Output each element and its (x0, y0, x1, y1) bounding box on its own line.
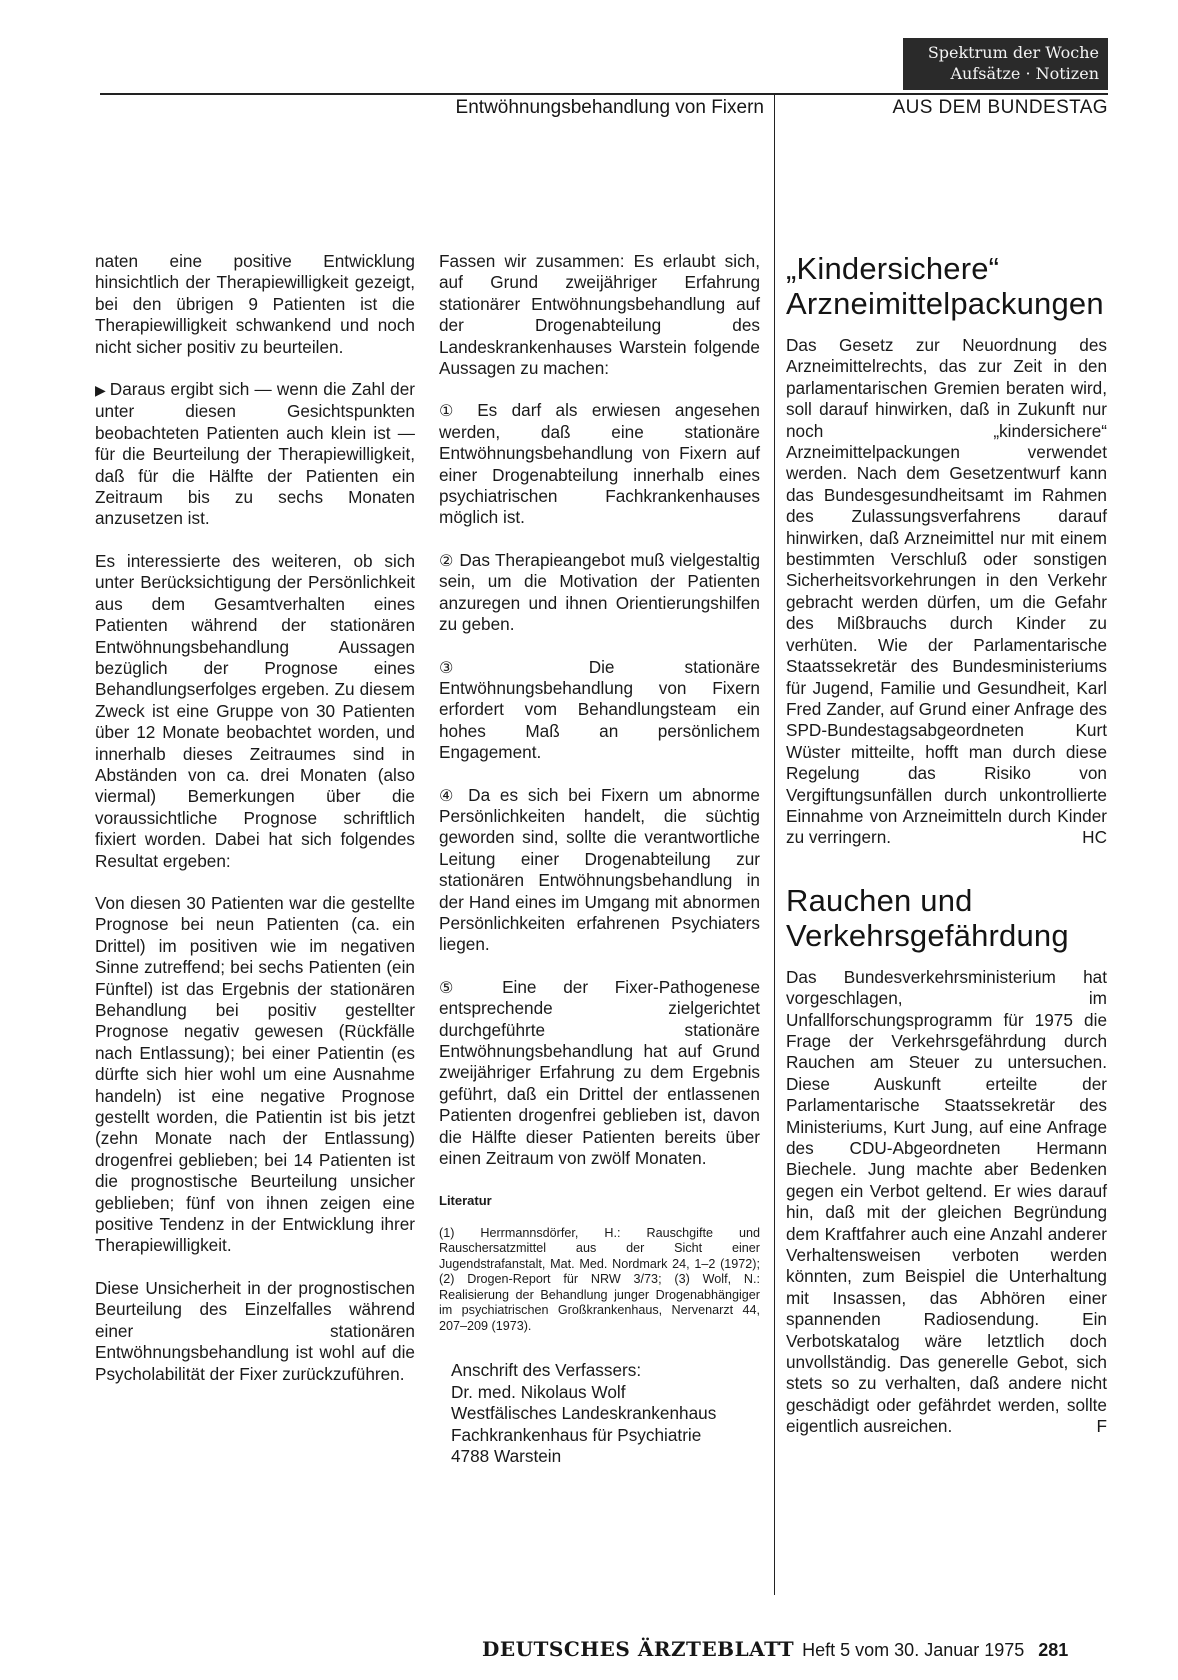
column-3 (786, 251, 1107, 1459)
paragraph: Von diesen 30 Patienten war die gestellte Prognose bei neun Patienten (ca. ein Drittel) im positiven wie im negativen Sinne zutreffend; bei sechs Patienten (ein Fünftel) ist das Ergebnis der stationären Behandlung bei positiv gestellter Prognose negativ gewesen (Rückfälle nach Entlassung); bei einer Patientin (es dürfte sich hier wohl um eine Ausnahme handeln) ist eine negative Prognose gestellt worden, die Patientin ist bis jetzt (zehn Monate nach der Entlassung) drogenfrei geblieben; bei 14 Patienten ist die prognostische Beurteilung unsicher geblieben; fünf von ihnen zeigen eine positive Tendenz in der Entwicklung ihrer Therapiewilligkeit. (95, 892, 415, 1256)
page-number: 281 (1038, 1640, 1069, 1660)
issue-info: Heft 5 vom 30. Januar 1975 (802, 1640, 1025, 1660)
summary-point-3 (439, 657, 760, 764)
address-line: Fachkrankenhaus für Psychiatrie (451, 1424, 702, 1445)
address-line: Anschrift des Verfassers: (451, 1360, 642, 1381)
column-2 (439, 251, 760, 1467)
article-headline: „Kindersichere“ Arzneimittelpackungen (786, 251, 1104, 321)
point-text: Die stationäre Entwöhnungsbehandlung von Fixern erfordert vom Behandlungsteam ein hohes Maß an persönlichem Engagement. (439, 656, 761, 763)
section-badge (903, 38, 1108, 90)
column-1 (95, 251, 415, 1406)
badge-line-2: Aufsätze · Notizen (950, 64, 1099, 83)
literature-references: (1) Herrmannsdörfer, H.: Rauschgifte und Rauschersatzmittel aus der Sicht einer Jugendstrafanstalt, Mat. Med. Nordmark 24, 1–2 (1972); (2) Drogen-Report für NRW 3/73; (3) Wolf, N.: Realisierung der Behandlung junger Drogenabhängiger im psychiatrischen Großkrankenhaus, Nervenarzt 44, 207–209 (1973). (439, 1225, 760, 1333)
circled-number-1: ① (439, 401, 463, 421)
literature-heading: Literatur (439, 1193, 492, 1209)
summary-point-5 (439, 977, 760, 1170)
summary-point-1 (439, 400, 760, 528)
running-header-left: Entwöhnungsbehandlung von Fixern (455, 97, 764, 118)
article-text: Das Bundesverkehrsministerium hat vorgeschlagen, im Unfallforschungsprogramm für 1975 die Frage der Verkehrsgefährdung durch Rauchen am Steuer zu untersuchen. Diese Auskunft erteilte der Parlamentarische Staatssekretär des Ministeriums, Kurt Jung, auf eine Anfrage des CDU-Abgeordneten Hermann Biechele. Jung machte aber Bedenken gegen ein Verbot geltend. Er wies darauf hin, daß mit der gleichen Begründung dem Kraftfahrer auch eine Anzahl anderer Verhaltensweisen verboten werden könnten, zum Beispiel die Unterhaltung mit Insassen, das Abhören einer spannenden Radiosendung. Ein Verbotskatalog wäre letztlich doch unvollständig. Das generelle Gebot, sich stets so zu verhalten, daß andere nicht geschädigt oder gefährdet werden, sollte eigentlich ausreichen. (786, 966, 1107, 1437)
column-divider (774, 95, 775, 1595)
page-footer (482, 1637, 1068, 1661)
point-text: Das Therapieangebot muß vielgestaltig sein, um die Motivation der Patienten anzuregen und ihnen Orientierungshilfen zu geben. (439, 549, 760, 635)
paragraph: naten eine positive Entwicklung hinsichtlich der Therapiewilligkeit gezeigt, bei den übrigen 9 Patienten ist die Therapiewilligkeit schwankend und noch nicht sicher positiv zu beurteilen. (95, 251, 415, 357)
header-rule (100, 93, 1108, 95)
arrow-marker-icon: ▶ (95, 382, 106, 399)
address-line: 4788 Warstein (451, 1445, 562, 1466)
running-header-right: AUS DEM BUNDESTAG (892, 97, 1108, 118)
summary-point-4 (439, 785, 760, 956)
author-signature: HC (1082, 827, 1107, 848)
article-headline: Rauchen und Verkehrsgefährdung (786, 882, 1069, 953)
point-text: Es darf als erwiesen angesehen werden, daß eine stationäre Entwöhnungsbehandlung von Fixern auf einer Drogenabteilung innerhalb eines psychiatrischen Fachkrankenhauses möglich ist. (439, 400, 760, 528)
summary-intro: Fassen wir zusammen: Es erlaubt sich, auf Grund zweijähriger Erfahrung stationärer Entwöhnungsbehandlung auf der Drogenabteilung des Landeskrankenhauses Warstein folgende Aussagen zu machen: (439, 251, 760, 379)
address-line: Dr. med. Nikolaus Wolf (451, 1381, 626, 1402)
circled-number-4: ④ (439, 785, 459, 805)
circled-number-2: ② (439, 550, 454, 570)
paragraph-conclusion (95, 379, 415, 530)
paragraph: Es interessierte des weiteren, ob sich unter Berücksichtigung der Persönlichkeit aus dem Gesamtverhalten eines Patienten während der stationären Entwöhnungsbehandlung Aussagen bezüglich der Prognose eines Behandlungserfolges ergeben. Zu diesem Zweck ist eine Gruppe von 30 Patienten über 12 Monate beobachtet worden, und innerhalb dieses Zeitraumes sind in Abständen von ca. drei Monaten (also viermal) Bemerkungen über die voraussichtliche Prognose schriftlich fixiert worden. Dabei hat sich folgendes Resultat ergeben: (95, 550, 415, 871)
author-address (451, 1360, 760, 1467)
article-text: Das Gesetz zur Neuordnung des Arzneimittelrechts, das zur Zeit in den parlamentarischen Gremien beraten wird, soll darauf hinwirken, daß in Zukunft nur noch „kindersichere“ Arzneimittelpackungen verwendet werden. Nach dem Gesetzentwurf kann das Bundesgesundheitsamt im Rahmen des Zulassungsverfahrens darauf hinwirken, daß Arzneimittel nur mit einem bestimmten Verschluß oder sonstigen Sicherheitsvorkehrungen in den Verkehr gebracht werden dürfen, um die Gefahr des Mißbrauchs durch Kinder zu verhüten. Wie der Parlamentarische Staatssekretär des Bundesministeriums für Jugend, Familie und Gesundheit, Karl Fred Zander, auf Grund einer Anfrage des SPD-Bundestagsabgeordneten Kurt Wüster mitteilte, hofft man durch diese Regelung das Risiko von Vergiftungsunfällen durch unkontrollierte Einnahme von Arzneimitteln durch Kinder zu verringern. (786, 335, 1107, 848)
point-text: Da es sich bei Fixern um abnorme Persönlichkeiten handelt, die süchtig geworden sind, sollte die verantwortliche Leitung einer Drogenabteilung zur stationären Entwöhnungsbehandlung in der Hand eines im Umgang mit abnormen Persönlichkeiten erfahrenen Psychiaters liegen. (439, 784, 760, 955)
paragraph: Diese Unsicherheit in der prognostischen Beurteilung des Einzelfalles während einer stationären Entwöhnungsbehandlung ist wohl auf die Psycholabilität der Fixer zurückzuführen. (95, 1277, 415, 1384)
badge-line-1: Spektrum der Woche (927, 43, 1099, 62)
author-signature: F (1096, 1416, 1107, 1437)
circled-number-5: ⑤ (439, 977, 476, 997)
summary-point-2 (439, 550, 760, 636)
article-body (786, 335, 1107, 849)
journal-name: DEUTSCHES ÄRZTEBLATT (482, 1637, 795, 1661)
circled-number-3: ③ (439, 657, 519, 677)
article-body (786, 967, 1107, 1438)
point-text: Eine der Fixer-Pathogenese entsprechende zielgerichtet durchgeführte stationäre Entwöhnungsbehandlung hat auf Grund zweijähriger Erfahrung zu dem Ergebnis geführt, daß ein Drittel der entlassenen Patienten drogenfrei geblieben ist, davon die Hälfte dieser Patienten bereits über einen Zeitraum von zwölf Monaten. (439, 976, 761, 1169)
address-line: Westfälisches Landeskrankenhaus (451, 1403, 717, 1424)
paragraph-text: Daraus ergibt sich — wenn die Zahl der unter diesen Gesichtspunkten beobachteten Patienten auch klein ist — für die Beurteilung der Therapiewilligkeit, daß für die Hälfte der Patienten ein Zeitraum bis zu sechs Monaten anzusetzen ist. (95, 379, 415, 529)
